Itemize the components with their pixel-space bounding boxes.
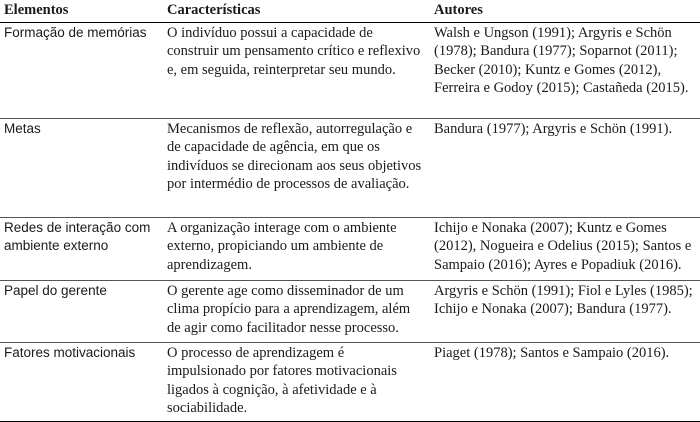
header-caracteristicas: Características — [161, 0, 428, 22]
cell-caracteristicas: Mecanismos de reflexão, autorregulação e de capacidade de agência, em que os indivíduos se direcionam aos seus objetivos por intermédio de processos de avaliação. — [161, 118, 428, 217]
cell-autores: Walsh e Ungson (1991); Argyris e Schön (1978); Bandura (1977); Soparnot (2011); Becker (2010); Kuntz e Gomes (2012), Ferreira e Godoy (2015); Castañeda (2015). — [428, 22, 700, 118]
cell-elemento: Fatores motivacionais — [0, 342, 161, 421]
table-row — [0, 280, 700, 342]
table-row — [0, 22, 700, 118]
table-row — [0, 217, 700, 280]
header-autores: Autores — [428, 0, 700, 22]
header-row — [0, 0, 700, 22]
cell-autores: Bandura (1977); Argyris e Schön (1991). — [428, 118, 700, 217]
cell-caracteristicas: O indivíduo possui a capacidade de construir um pensamento crítico e reflexivo e, em seguida, reinterpretar seu mundo. — [161, 22, 428, 118]
cell-caracteristicas: O processo de aprendizagem é impulsionado por fatores motivacionais ligados à cognição, à afetividade e à sociabilidade. — [161, 342, 428, 421]
cell-caracteristicas: O gerente age como disseminador de um clima propício para a aprendizagem, além de agir como facilitador nesse processo. — [161, 280, 428, 342]
cell-autores: Ichijo e Nonaka (2007); Kuntz e Gomes (2012), Nogueira e Odelius (2015); Santos e Sampaio (2016); Ayres e Popadiuk (2016). — [428, 217, 700, 280]
cell-elemento: Redes de interação com ambiente externo — [0, 217, 161, 280]
cell-elemento: Formação de memórias — [0, 22, 161, 118]
table-row — [0, 118, 700, 217]
cell-caracteristicas: A organização interage com o ambiente externo, propiciando um ambiente de aprendizagem. — [161, 217, 428, 280]
header-elementos: Elementos — [0, 0, 161, 22]
cell-autores: Argyris e Schön (1991); Fiol e Lyles (1985); Ichijo e Nonaka (2007); Bandura (1977). — [428, 280, 700, 342]
cell-autores: Piaget (1978); Santos e Sampaio (2016). — [428, 342, 700, 421]
cell-elemento: Metas — [0, 118, 161, 217]
cell-elemento: Papel do gerente — [0, 280, 161, 342]
table-row — [0, 342, 700, 421]
